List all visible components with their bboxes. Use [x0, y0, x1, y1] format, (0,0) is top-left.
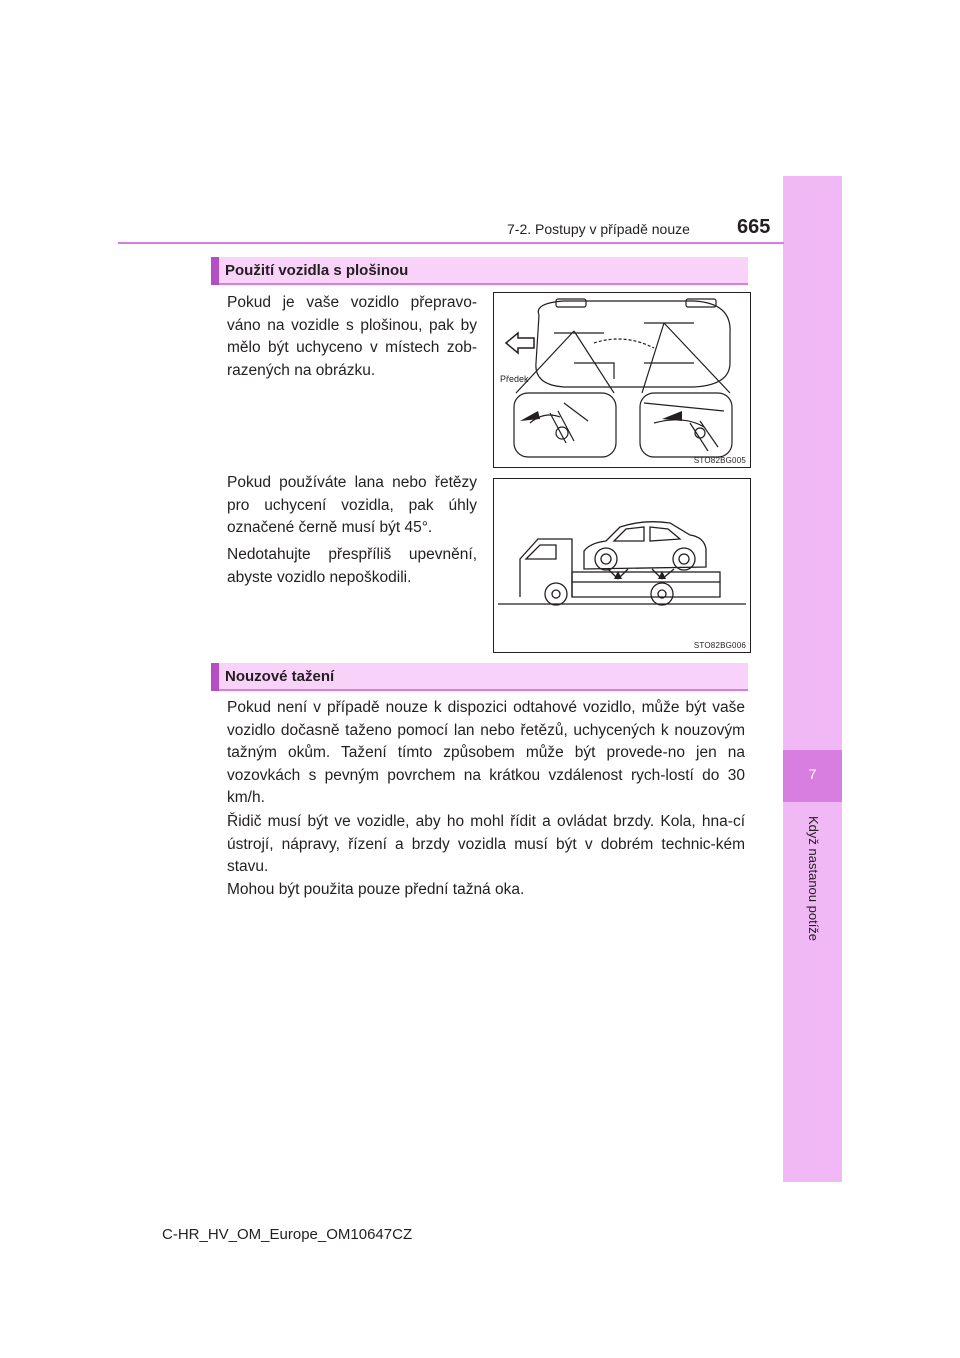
- chapter-side-tab: [783, 176, 842, 1182]
- flatbed-figure: [493, 478, 751, 653]
- chapter-label-container: [783, 816, 842, 996]
- header-divider: [118, 242, 784, 244]
- chain-angle-paragraph: Pokud používáte lana nebo řetězy pro uchycení vozidla, pak úhly označené černě musí být 45°.: [227, 474, 477, 536]
- section-heading-emergency-towing: Nouzové tažení: [225, 668, 335, 685]
- chapter-number: 7: [808, 766, 817, 782]
- header-section-title: 7-2. Postupy v případě nouze: [507, 221, 690, 237]
- figure-code: STO82BG006: [693, 641, 746, 650]
- towing-paragraph-3: Mohou být použita pouze přední tažná oka.: [227, 881, 525, 898]
- section-heading-flatbed: Použití vozidla s plošinou: [225, 262, 409, 279]
- flatbed-truck-illustration: [494, 479, 750, 652]
- tie-down-figure: [493, 292, 751, 468]
- tie-down-illustration: [494, 293, 750, 467]
- chapter-label: Když nastanou potíže: [806, 816, 821, 942]
- towing-paragraph-1: Pokud není v případě nouze k dispozici odtahové vozidlo, může být vaše vozidlo dočasně taženo pomocí lan nebo řetězů, uchycených k nouzovým tažným okům. Tažení tímto způsobem může být provede-no jen na vozovkách s pevným povrchem na krátkou vzdálenost rych-lostí do 30 km/h.: [227, 699, 745, 806]
- figure-code: STO82BG005: [693, 456, 746, 465]
- towing-paragraph-2: Řidič musí být ve vozidle, aby ho mohl řídit a ovládat brzdy. Kola, hna-cí ústrojí, nápravy, řízení a brzdy vozidla musí být v dobrém technic-kém stavu.: [227, 813, 745, 875]
- section-heading-marker: [211, 257, 219, 285]
- figure-front-label: Předek: [500, 374, 529, 384]
- section-heading-marker: [211, 663, 219, 691]
- flatbed-paragraph: Pokud je vaše vozidlo přepravo-váno na vozidle s plošinou, pak by mělo být uchyceno v místech zob-razených na obrázku.: [227, 294, 477, 379]
- tighten-warning-paragraph: Nedotahujte přespříliš upevnění, abyste vozidlo nepoškodili.: [227, 546, 477, 586]
- footer-document-id: C-HR_HV_OM_Europe_OM10647CZ: [162, 1226, 413, 1243]
- page-number: 665: [737, 216, 771, 238]
